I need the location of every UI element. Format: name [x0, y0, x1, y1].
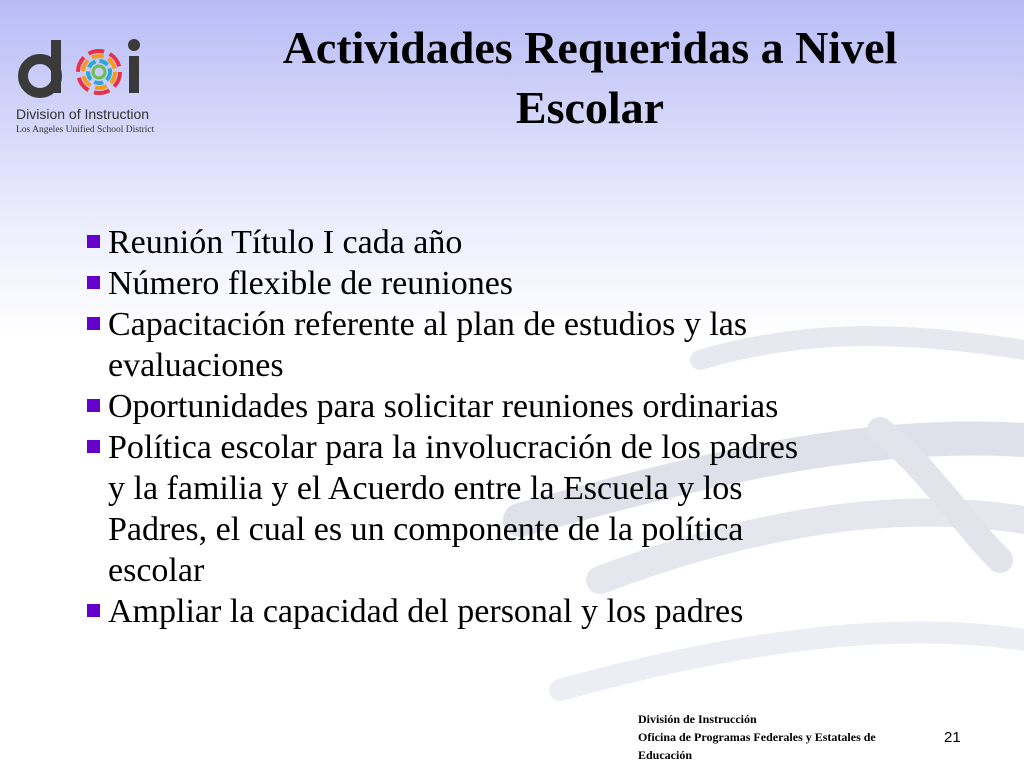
bullet-text-line: Número flexible de reuniones	[108, 265, 514, 302]
footer-line-division: División de Instrucción	[638, 712, 757, 726]
page-number: 21	[944, 729, 961, 746]
colorful-o-icon	[78, 51, 120, 93]
square-bullet-icon	[87, 399, 100, 412]
bullet-text-line: escolar	[108, 552, 205, 589]
bullet-text-line: y la familia y el Acuerdo entre la Escuela y los	[108, 470, 743, 507]
footer-text	[638, 710, 876, 764]
square-bullet-icon	[87, 604, 100, 617]
doi-logo	[14, 34, 174, 144]
footer-line-education: Educación	[638, 748, 693, 762]
footer-line-office: Oficina de Programas Federales y Estatales de	[638, 730, 876, 744]
bullet-text-line: Padres, el cual es un componente de la política	[108, 511, 744, 548]
slide-title-line-1: Actividades Requeridas a Nivel	[282, 22, 898, 73]
bullet-item	[86, 222, 996, 263]
square-bullet-icon	[87, 440, 100, 453]
bullet-item	[86, 591, 996, 632]
bullet-item	[86, 304, 996, 386]
logo-division-text: Division of Instruction	[16, 106, 150, 122]
slide-title-line-2: Escolar	[515, 82, 665, 133]
bullet-item	[86, 427, 996, 591]
doi-logo-mark	[14, 34, 154, 102]
slide-title	[180, 18, 1000, 138]
square-bullet-icon	[87, 276, 100, 289]
bullet-text-line: Reunión Título I cada año	[108, 224, 463, 261]
bullet-list	[86, 222, 996, 632]
bullet-item	[86, 386, 996, 427]
bullet-text-line: Política escolar para la involucración de los padres	[108, 429, 799, 466]
bullet-text-line: Capacitación referente al plan de estudios y las	[108, 306, 748, 343]
square-bullet-icon	[87, 235, 100, 248]
logo-district-text: Los Angeles Unified School District	[16, 125, 155, 135]
bullet-text-line: Ampliar la capacidad del personal y los padres	[108, 593, 744, 630]
bullet-text-line: Oportunidades para solicitar reuniones ordinarias	[108, 388, 779, 425]
square-bullet-icon	[87, 317, 100, 330]
bullet-text-line: evaluaciones	[108, 347, 284, 384]
bullet-item	[86, 263, 996, 304]
